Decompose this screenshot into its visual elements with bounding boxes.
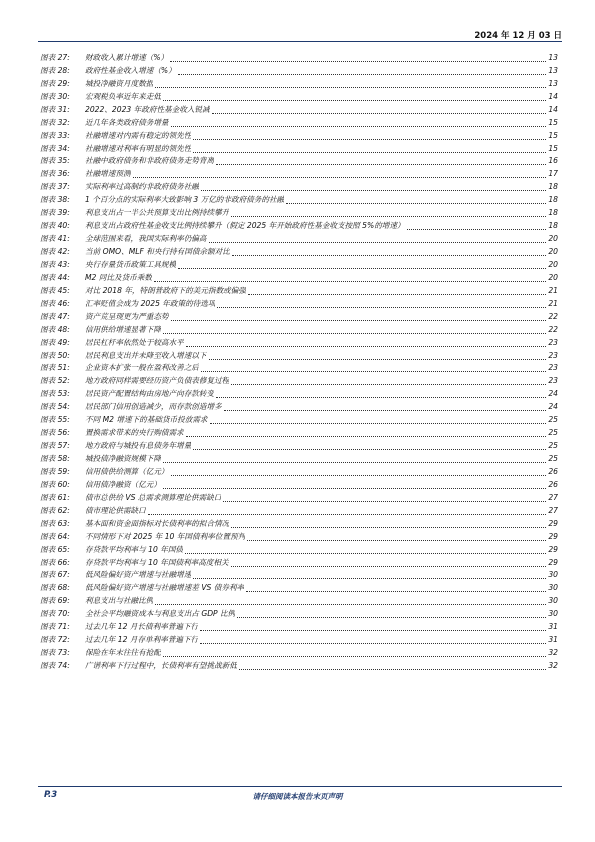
toc-entry-title[interactable]: 政府性基金收入增速（%） bbox=[85, 65, 176, 75]
header-date: 2024 年 12 月 03 日 bbox=[474, 31, 562, 41]
toc-entry[interactable] bbox=[40, 246, 558, 259]
toc-leader-dots bbox=[178, 72, 546, 75]
toc-entry-page[interactable]: 29 bbox=[548, 557, 558, 567]
toc-entry-page[interactable]: 29 bbox=[548, 531, 558, 541]
toc-leader-dots bbox=[170, 59, 546, 62]
toc-entry-label: 图表 74: bbox=[40, 661, 70, 671]
toc-entry-label: 图表 66: bbox=[40, 557, 70, 567]
toc-entry[interactable] bbox=[40, 621, 558, 634]
toc-leader-dots bbox=[193, 576, 546, 579]
toc-entry-title[interactable]: 存贷款平均利率与 10 年国债 bbox=[85, 544, 184, 554]
toc-leader-dots bbox=[133, 175, 546, 178]
toc-entry[interactable] bbox=[40, 544, 558, 557]
toc-entry-title[interactable]: 存贷款平均利率与 10 年国债利率高度相关 bbox=[85, 557, 229, 567]
toc-entry[interactable] bbox=[40, 350, 558, 363]
toc-entry-label: 图表 50: bbox=[40, 350, 70, 360]
toc-entry-page[interactable]: 21 bbox=[548, 298, 558, 308]
toc-entry-title[interactable]: 债市总供给 VS 总需求测算理论供需缺口 bbox=[85, 492, 222, 502]
toc-leader-dots bbox=[186, 434, 546, 437]
toc-entry-page[interactable]: 23 bbox=[548, 376, 558, 386]
toc-entry[interactable] bbox=[40, 595, 558, 608]
toc-leader-dots bbox=[407, 227, 546, 230]
toc-entry-label: 图表 55: bbox=[40, 415, 70, 425]
toc-leader-dots bbox=[239, 667, 546, 670]
toc-entry-title[interactable]: 居民资产配置结构由房地产向存款转变 bbox=[85, 389, 215, 399]
toc-leader-dots bbox=[231, 525, 546, 528]
toc-entry-page[interactable]: 30 bbox=[548, 609, 558, 619]
toc-leader-dots bbox=[237, 615, 546, 618]
toc-entry-page[interactable]: 20 bbox=[548, 259, 558, 269]
toc-leader-dots bbox=[223, 499, 546, 502]
toc-entry[interactable] bbox=[40, 427, 558, 440]
toc-entry-title[interactable]: 全社会平均融资成本与利息支出占 GDP 比例 bbox=[85, 609, 236, 619]
toc-entry-page[interactable]: 23 bbox=[548, 350, 558, 360]
toc-entry-page[interactable]: 27 bbox=[548, 505, 558, 515]
toc-entry-title[interactable]: 置换需求带来的央行购债需求 bbox=[85, 428, 184, 438]
toc-leader-dots bbox=[171, 473, 546, 476]
toc-entry-label: 图表 60: bbox=[40, 479, 70, 489]
header-rule bbox=[38, 41, 562, 42]
toc-entry-title[interactable]: 低风险偏好资产增速与社融增速差 VS 债券利率 bbox=[85, 583, 245, 593]
toc-entry-title[interactable]: 利息支出占政府性基金收支比例持续攀升（假定 2025 年开始政府性基金收支按照 5%的增速） bbox=[85, 221, 405, 231]
toc-entry-label: 图表 58: bbox=[40, 454, 70, 464]
toc-entry-title[interactable]: 债市理论供需缺口 bbox=[85, 505, 146, 515]
toc-entry-page[interactable]: 14 bbox=[548, 91, 558, 101]
toc-entry-label: 图表 30: bbox=[40, 91, 70, 101]
toc-entry-title[interactable]: 全球范围来看，我国实际利率仍偏高 bbox=[85, 234, 207, 244]
toc-entry-title[interactable]: 保险在年末往往有抢配 bbox=[85, 648, 161, 658]
footer-page-number: P.3 bbox=[44, 790, 58, 800]
toc-entry-title[interactable]: 信用债净融资（亿元） bbox=[85, 479, 161, 489]
toc-entry[interactable] bbox=[40, 466, 558, 479]
toc-entry-title[interactable]: 实际利率过高制约非政府债务社融 bbox=[85, 182, 199, 192]
toc-entry[interactable] bbox=[40, 117, 558, 130]
toc-entry-page[interactable]: 32 bbox=[548, 661, 558, 671]
toc-entry[interactable] bbox=[40, 518, 558, 531]
toc-entry[interactable] bbox=[40, 104, 558, 117]
toc-leader-dots bbox=[171, 318, 546, 321]
toc-entry-title[interactable]: 社融中政府债务和非政府债务走势背离 bbox=[85, 156, 215, 166]
toc-entry[interactable] bbox=[40, 388, 558, 401]
toc-entry-title[interactable]: 汇率贬值会成为 2025 年政策的待选项 bbox=[85, 298, 216, 308]
toc-entry-label: 图表 59: bbox=[40, 466, 70, 476]
toc-entry-label: 图表 44: bbox=[40, 272, 70, 282]
toc-entry[interactable] bbox=[40, 78, 558, 91]
toc-entry-label: 图表 64: bbox=[40, 531, 70, 541]
toc-entry-label: 图表 42: bbox=[40, 247, 70, 257]
toc-entry[interactable] bbox=[40, 181, 558, 194]
toc-entry-page[interactable]: 15 bbox=[548, 143, 558, 153]
toc-entry[interactable] bbox=[40, 608, 558, 621]
toc-entry-title[interactable]: 城投债净融资规模下降 bbox=[85, 454, 161, 464]
toc-entry-title[interactable]: 信用债供给测算（亿元） bbox=[85, 466, 169, 476]
toc-entry-title[interactable]: 当前 OMO、MLF 和央行持有国债余额对比 bbox=[85, 247, 230, 257]
toc-leader-dots bbox=[200, 628, 546, 631]
toc-entry-label: 图表 29: bbox=[40, 78, 70, 88]
toc-entry-title[interactable]: 1 个百分点的实际利率大致影响 3 万亿的非政府债务的社融 bbox=[85, 195, 285, 205]
toc-leader-dots bbox=[200, 641, 546, 644]
toc-entry-page[interactable]: 30 bbox=[548, 570, 558, 580]
toc-entry-page[interactable]: 21 bbox=[548, 285, 558, 295]
toc-entry-title[interactable]: 城投净融资月度数据 bbox=[85, 78, 154, 88]
toc-entry-page[interactable]: 29 bbox=[548, 544, 558, 554]
toc-entry-page[interactable]: 13 bbox=[548, 52, 558, 62]
toc-entry-page[interactable]: 24 bbox=[548, 389, 558, 399]
toc-entry-title[interactable]: 宏观税负率近年来走低 bbox=[85, 91, 161, 101]
toc-entry-page[interactable]: 13 bbox=[548, 78, 558, 88]
toc-entry-label: 图表 61: bbox=[40, 492, 70, 502]
toc-entry[interactable] bbox=[40, 505, 558, 518]
toc-entry-title[interactable]: 基本面和资金面指标对长债利率的拟合情况 bbox=[85, 518, 230, 528]
toc-entry[interactable] bbox=[40, 414, 558, 427]
toc-entry-page[interactable]: 20 bbox=[548, 247, 558, 257]
toc-entry-title[interactable]: 近几年各类政府债务增量 bbox=[85, 117, 169, 127]
toc-entry[interactable] bbox=[40, 647, 558, 660]
toc-entry-page[interactable]: 26 bbox=[548, 479, 558, 489]
toc-entry-page[interactable]: 25 bbox=[548, 415, 558, 425]
toc-entry-title[interactable]: 利息支出占一半公共预算支出比例持续攀升 bbox=[85, 208, 230, 218]
toc-leader-dots bbox=[163, 486, 546, 489]
toc-leader-dots bbox=[248, 292, 546, 295]
toc-entry-title[interactable]: 利息支出与社融比例 bbox=[85, 596, 154, 606]
toc-entry-title[interactable]: 居民杠杆率依然处于较高水平 bbox=[85, 337, 184, 347]
toc-entry-label: 图表 41: bbox=[40, 234, 70, 244]
toc-entry-label: 图表 31: bbox=[40, 104, 70, 114]
toc-entry-label: 图表 37: bbox=[40, 182, 70, 192]
toc-entry[interactable] bbox=[40, 285, 558, 298]
toc-entry-page[interactable]: 18 bbox=[548, 182, 558, 192]
toc-entry-title[interactable]: 对比 2018 年，特朗普政府下的美元指数或偏强 bbox=[85, 285, 246, 295]
toc-entry-label: 图表 34: bbox=[40, 143, 70, 153]
toc-entry[interactable] bbox=[40, 479, 558, 492]
toc-leader-dots bbox=[231, 382, 546, 385]
toc-entry-label: 图表 62: bbox=[40, 505, 70, 515]
toc-entry[interactable] bbox=[40, 220, 558, 233]
toc-entry-label: 图表 65: bbox=[40, 544, 70, 554]
toc-entry-label: 图表 52: bbox=[40, 376, 70, 386]
toc-entry[interactable] bbox=[40, 143, 558, 156]
toc-entry[interactable] bbox=[40, 401, 558, 414]
toc-leader-dots bbox=[209, 240, 547, 243]
toc-entry-page[interactable]: 25 bbox=[548, 454, 558, 464]
toc-leader-dots bbox=[163, 460, 546, 463]
toc-entry[interactable] bbox=[40, 65, 558, 78]
toc-entry-page[interactable]: 17 bbox=[548, 169, 558, 179]
toc-entry-page[interactable]: 23 bbox=[548, 337, 558, 347]
toc-leader-dots bbox=[155, 602, 546, 605]
toc-entry-page[interactable]: 15 bbox=[548, 117, 558, 127]
toc-entry-title[interactable]: 过去几年 12 月存单利率普遍下行 bbox=[85, 635, 199, 645]
toc-entry-page[interactable]: 18 bbox=[548, 208, 558, 218]
toc-entry-label: 图表 70: bbox=[40, 609, 70, 619]
toc-entry[interactable] bbox=[40, 91, 558, 104]
toc-entry-page[interactable]: 24 bbox=[548, 402, 558, 412]
footer-disclaimer: 请仔细阅读本报告末页声明 bbox=[252, 792, 343, 801]
toc-entry-page[interactable]: 16 bbox=[548, 156, 558, 166]
toc-entry-page[interactable]: 30 bbox=[548, 583, 558, 593]
toc-entry-label: 图表 53: bbox=[40, 389, 70, 399]
toc-entry[interactable] bbox=[40, 634, 558, 647]
toc-entry-page[interactable]: 23 bbox=[548, 363, 558, 373]
toc-leader-dots bbox=[185, 551, 546, 554]
toc-entry[interactable] bbox=[40, 259, 558, 272]
toc-entry-label: 图表 54: bbox=[40, 402, 70, 412]
toc-entry-title[interactable]: 居民利息支出并未降至收入增速以下 bbox=[85, 350, 207, 360]
toc-entry-label: 图表 38: bbox=[40, 195, 70, 205]
toc-entry-page[interactable]: 14 bbox=[548, 104, 558, 114]
toc-entry[interactable] bbox=[40, 207, 558, 220]
toc-entry-label: 图表 45: bbox=[40, 285, 70, 295]
toc-entry-title[interactable]: M2 同比及货币乘数 bbox=[85, 272, 152, 282]
toc-entry-label: 图表 67: bbox=[40, 570, 70, 580]
toc-leader-dots bbox=[231, 564, 546, 567]
toc-entry-page[interactable]: 15 bbox=[548, 130, 558, 140]
toc-leader-dots bbox=[232, 253, 546, 256]
toc-entry[interactable] bbox=[40, 440, 558, 453]
toc-entry-label: 图表 43: bbox=[40, 259, 70, 269]
toc-entry-title[interactable]: 社融增速对内需有稳定的领先性 bbox=[85, 130, 192, 140]
toc-entry[interactable] bbox=[40, 272, 558, 285]
toc-entry-page[interactable]: 13 bbox=[548, 65, 558, 75]
toc-entry-label: 图表 47: bbox=[40, 311, 70, 321]
toc-entry-title[interactable]: 不同情形下对 2025 年 10 年国债利率位置预判 bbox=[85, 531, 246, 541]
toc-leader-dots bbox=[193, 137, 546, 140]
toc-entry-title[interactable]: 低风险偏好资产增速与社融增速 bbox=[85, 570, 192, 580]
toc-entry-page[interactable]: 18 bbox=[548, 195, 558, 205]
toc-entry[interactable] bbox=[40, 130, 558, 143]
toc-entry-label: 图表 71: bbox=[40, 622, 70, 632]
toc-entry-title[interactable]: 过去几年 12 月长债利率普遍下行 bbox=[85, 622, 199, 632]
toc-entry[interactable] bbox=[40, 582, 558, 595]
toc-leader-dots bbox=[210, 421, 546, 424]
toc-entry[interactable] bbox=[40, 52, 558, 65]
toc-entry[interactable] bbox=[40, 660, 558, 673]
toc-entry[interactable] bbox=[40, 168, 558, 181]
toc-entry-page[interactable]: 20 bbox=[548, 272, 558, 282]
toc-leader-dots bbox=[193, 150, 546, 153]
toc-entry-label: 图表 27: bbox=[40, 52, 70, 62]
toc-leader-dots bbox=[216, 395, 546, 398]
toc-leader-dots bbox=[193, 447, 546, 450]
footer-rule bbox=[38, 786, 562, 787]
toc-leader-dots bbox=[216, 162, 546, 165]
toc-entry-page[interactable]: 26 bbox=[548, 466, 558, 476]
toc-leader-dots bbox=[154, 279, 546, 282]
toc-leader-dots bbox=[224, 408, 546, 411]
toc-entry-label: 图表 57: bbox=[40, 441, 70, 451]
toc-entry-label: 图表 51: bbox=[40, 363, 70, 373]
toc-entry-page[interactable]: 32 bbox=[548, 648, 558, 658]
toc-entry-label: 图表 28: bbox=[40, 65, 70, 75]
toc-entry-label: 图表 33: bbox=[40, 130, 70, 140]
toc-entry-page[interactable]: 27 bbox=[548, 492, 558, 502]
toc-entry-label: 图表 48: bbox=[40, 324, 70, 334]
toc-entry-label: 图表 63: bbox=[40, 518, 70, 528]
toc-entry-label: 图表 56: bbox=[40, 428, 70, 438]
toc-leader-dots bbox=[201, 188, 546, 191]
toc-leader-dots bbox=[148, 512, 546, 515]
toc-entry[interactable] bbox=[40, 156, 558, 169]
toc-entry[interactable] bbox=[40, 337, 558, 350]
toc-entry-page[interactable]: 25 bbox=[548, 441, 558, 451]
toc-entry[interactable] bbox=[40, 233, 558, 246]
toc-entry[interactable] bbox=[40, 298, 558, 311]
toc-entry-label: 图表 46: bbox=[40, 298, 70, 308]
toc-leader-dots bbox=[163, 331, 546, 334]
toc-entry-page[interactable]: 30 bbox=[548, 596, 558, 606]
toc-leader-dots bbox=[247, 538, 546, 541]
toc-entry[interactable] bbox=[40, 492, 558, 505]
toc-entry[interactable] bbox=[40, 363, 558, 376]
toc-entry[interactable] bbox=[40, 453, 558, 466]
toc-entry[interactable] bbox=[40, 194, 558, 207]
toc-entry-title[interactable]: 信用供给增速显著下降 bbox=[85, 324, 161, 334]
toc-entry-title[interactable]: 央行存量货币政策工具规模 bbox=[85, 259, 177, 269]
toc-entry[interactable] bbox=[40, 531, 558, 544]
toc-entry[interactable] bbox=[40, 375, 558, 388]
table-of-figures bbox=[40, 52, 558, 673]
toc-entry-label: 图表 32: bbox=[40, 117, 70, 127]
toc-entry-label: 图表 73: bbox=[40, 648, 70, 658]
toc-entry-page[interactable]: 22 bbox=[548, 311, 558, 321]
toc-leader-dots bbox=[171, 124, 546, 127]
toc-entry-page[interactable]: 31 bbox=[548, 635, 558, 645]
toc-leader-dots bbox=[163, 654, 546, 657]
toc-entry-title[interactable]: 资产荒呈现更为严重态势 bbox=[85, 311, 169, 321]
toc-entry[interactable] bbox=[40, 570, 558, 583]
toc-entry-title[interactable]: 地方政府同样需要经历资产负债表修复过程 bbox=[85, 376, 230, 386]
toc-entry-page[interactable]: 18 bbox=[548, 221, 558, 231]
toc-entry-label: 图表 49: bbox=[40, 337, 70, 347]
toc-entry-title[interactable]: 社融增速对利率有明显的领先性 bbox=[85, 143, 192, 153]
toc-entry-label: 图表 36: bbox=[40, 169, 70, 179]
toc-entry-label: 图表 40: bbox=[40, 221, 70, 231]
toc-entry-title[interactable]: 居民部门信用创造减少，而存款创造增多 bbox=[85, 402, 222, 412]
toc-entry-page[interactable]: 20 bbox=[548, 234, 558, 244]
toc-entry-page[interactable]: 31 bbox=[548, 622, 558, 632]
toc-leader-dots bbox=[212, 111, 546, 114]
toc-entry[interactable] bbox=[40, 311, 558, 324]
toc-entry-title[interactable]: 企业资本扩张一般在盈利改善之后 bbox=[85, 363, 199, 373]
toc-entry[interactable] bbox=[40, 557, 558, 570]
toc-entry-title[interactable]: 广谱利率下行过程中，长债利率有望挑战新低 bbox=[85, 661, 237, 671]
toc-leader-dots bbox=[209, 357, 547, 360]
toc-leader-dots bbox=[201, 369, 546, 372]
toc-leader-dots bbox=[286, 201, 546, 204]
toc-leader-dots bbox=[186, 344, 546, 347]
toc-leader-dots bbox=[163, 98, 546, 101]
toc-entry-label: 图表 68: bbox=[40, 583, 70, 593]
toc-leader-dots bbox=[178, 266, 546, 269]
toc-entry-title[interactable]: 不同 M2 增速下的基础货币投放需求 bbox=[85, 415, 208, 425]
toc-entry-title[interactable]: 社融增速预测 bbox=[85, 169, 131, 179]
toc-entry-title[interactable]: 地方政府与城投有息债务年增量 bbox=[85, 441, 192, 451]
toc-leader-dots bbox=[155, 85, 546, 88]
toc-entry-page[interactable]: 22 bbox=[548, 324, 558, 334]
toc-entry-title[interactable]: 2022、2023 年政府性基金收入锐减 bbox=[85, 104, 210, 114]
toc-entry-label: 图表 39: bbox=[40, 208, 70, 218]
toc-entry-page[interactable]: 25 bbox=[548, 428, 558, 438]
toc-leader-dots bbox=[217, 305, 546, 308]
toc-entry-label: 图表 35: bbox=[40, 156, 70, 166]
toc-entry-title[interactable]: 财政收入累计增速（%） bbox=[85, 52, 169, 62]
toc-entry-page[interactable]: 29 bbox=[548, 518, 558, 528]
toc-entry-label: 图表 69: bbox=[40, 596, 70, 606]
toc-leader-dots bbox=[231, 214, 546, 217]
toc-entry[interactable] bbox=[40, 324, 558, 337]
toc-entry-label: 图表 72: bbox=[40, 635, 70, 645]
toc-leader-dots bbox=[246, 589, 546, 592]
